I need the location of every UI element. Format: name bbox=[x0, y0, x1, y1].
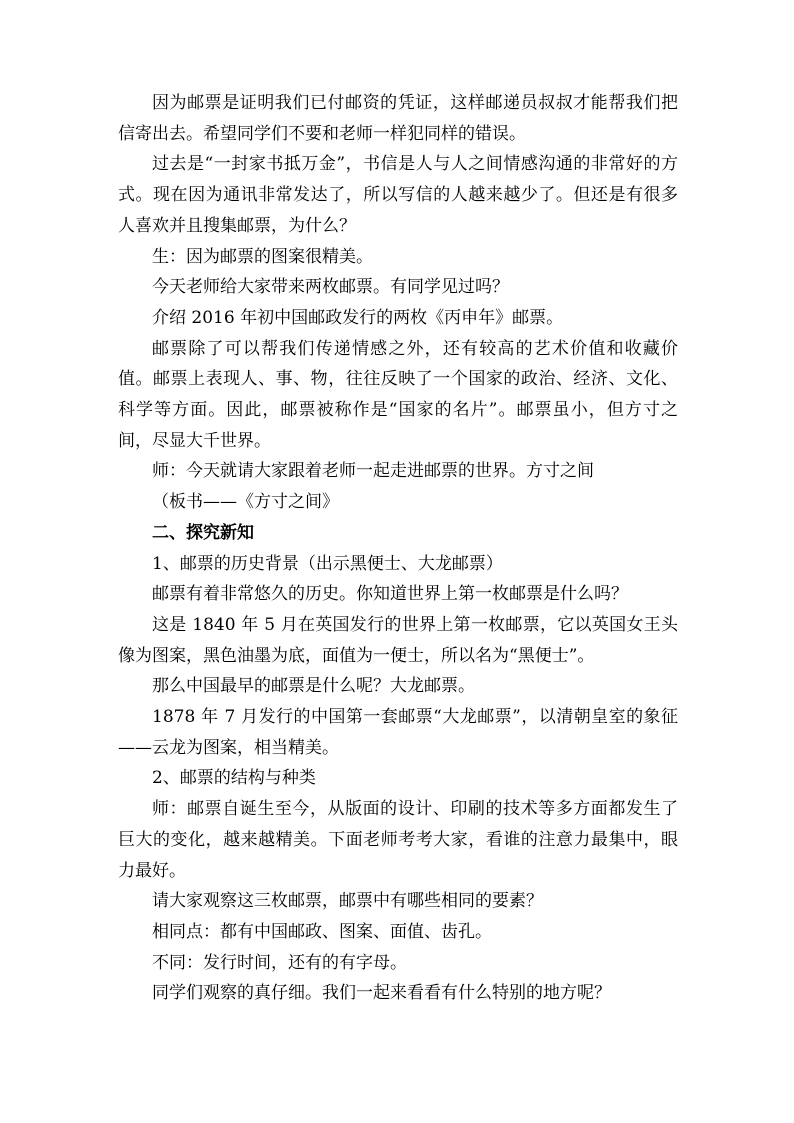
paragraph: 因为邮票是证明我们已付邮资的凭证，这样邮递员叔叔才能帮我们把信寄出去。希望同学们不要和老师一样犯同样的错误。 bbox=[118, 93, 678, 144]
paragraph: 邮票除了可以帮我们传递情感之外，还有较高的艺术价值和收藏价值。邮票上表现人、事、物，往往反映了一个国家的政治、经济、文化、科学等方面。因此，邮票被称作是“国家的名片”。邮票虽小，但方寸之间，尽显大千世界。 bbox=[118, 338, 678, 451]
subsection-heading: 1、邮票的历史背景（出示黑便士、大龙邮票） bbox=[152, 553, 503, 574]
subsection-heading: 2、邮票的结构与种类 bbox=[152, 768, 316, 789]
paragraph: （板书——《方寸之间》 bbox=[152, 492, 339, 513]
paragraph: 这是 1840 年 5 月在英国发行的世界上第一枚邮票，它以英国女王头像为图案，黑色油墨为底，面值为一便士，所以名为“黑便士”。 bbox=[118, 614, 678, 666]
paragraph: 那么中国最早的邮票是什么呢？大龙邮票。 bbox=[152, 676, 475, 697]
section-heading: 二、探究新知 bbox=[152, 522, 254, 543]
document-page bbox=[118, 88, 678, 1009]
paragraph: 1878 年 7 月发行的中国第一套邮票“大龙邮票”，以清朝皇室的象征——云龙为图案，相当精美。 bbox=[118, 707, 678, 758]
paragraph: 不同：发行时间，还有的有字母。 bbox=[152, 952, 407, 973]
paragraph: 请大家观察这三枚邮票，邮票中有哪些相同的要素？ bbox=[152, 891, 543, 912]
paragraph: 过去是“一封家书抵万金”，书信是人与人之间情感沟通的非常好的方式。现在因为通讯非常发达了，所以写信的人越来越少了。但还是有很多人喜欢并且搜集邮票，为什么？ bbox=[118, 154, 678, 236]
paragraph: 生：因为邮票的图案很精美。 bbox=[152, 246, 373, 267]
paragraph: 同学们观察的真仔细。我们一起来看看有什么特别的地方呢？ bbox=[152, 983, 611, 1004]
paragraph: 今天老师给大家带来两枚邮票。有同学见过吗？ bbox=[152, 277, 509, 298]
paragraph: 邮票有着非常悠久的历史。你知道世界上第一枚邮票是什么吗？ bbox=[152, 584, 628, 605]
paragraph: 师：邮票自诞生至今，从版面的设计、印刷的技术等多方面都发生了巨大的变化，越来越精美。下面老师考考大家，看谁的注意力最集中，眼力最好。 bbox=[118, 799, 678, 881]
paragraph: 介绍 2016 年初中国邮政发行的两枚《丙申年》邮票。 bbox=[152, 307, 564, 328]
paragraph: 师：今天就请大家跟着老师一起走进邮票的世界。方寸之间 bbox=[152, 461, 594, 482]
paragraph: 相同点：都有中国邮政、图案、面值、齿孔。 bbox=[152, 921, 492, 942]
